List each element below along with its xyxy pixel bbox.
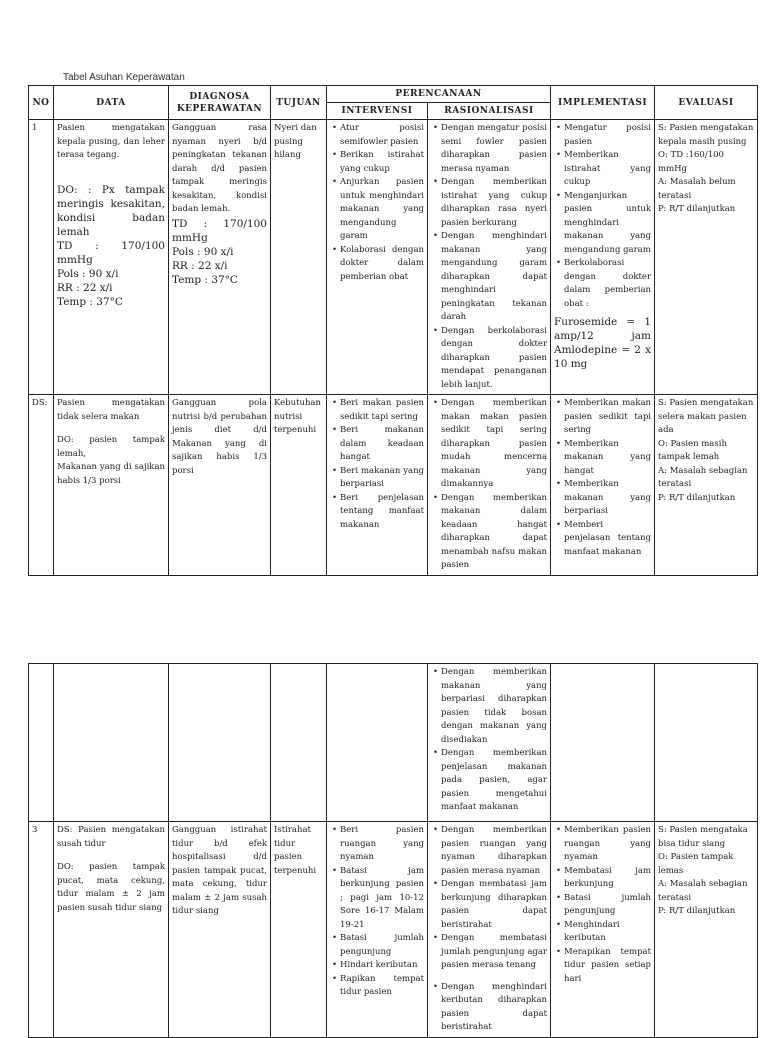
row1-do (57, 183, 165, 239)
list-item: • Memberikan makanan yang berpariasi (564, 478, 651, 519)
row1-diag-vital-temp: Temp : 37°C (172, 273, 238, 286)
header-no: NO (29, 86, 54, 120)
row2-implementasi (551, 395, 655, 576)
row3-eval-o: O: Pasien tampak lemas (658, 852, 734, 876)
row2-data (54, 395, 169, 576)
list-item: • Mengatur posisi pasien (564, 122, 651, 149)
list-item: • Menghindari keributan (564, 919, 651, 946)
list-item: • Dengan memberikan makanan dalam keadaan hangat diharapkan dapat menambah nafsu makan pasien (441, 492, 547, 573)
row1-do-text: : Px tampak meringis kesakitan, kondisi badan lemah (57, 183, 165, 238)
row1-intervensi (327, 120, 428, 395)
row1-eval-p: P: R/T dilanjutkan (658, 204, 736, 214)
row1-implementasi (551, 120, 655, 395)
list-item: • Beri makanan yang berpariasi (340, 465, 424, 492)
list-item: • Dengan mengatur posisi semi fowler pasien diharapkan pasien merasa nyaman (441, 122, 547, 176)
row3-eval-s: S: Pasien mengataka bisa tidur siang (658, 825, 748, 849)
list-item: • Beri pasien ruangan yang nyaman (340, 824, 424, 865)
list-item: • Beri penjelasan tentang manfaat makanan (340, 492, 424, 533)
header-implementasi: IMPLEMENTASI (551, 86, 655, 120)
list-item: • Berkolaborasi dengan dokter dalam pemberian obat : (564, 257, 651, 311)
row2-do-text2: Makanan yang di sajikan habis 1/3 porsi (57, 462, 165, 486)
row3-data (54, 822, 169, 1038)
row2-eval-p: P: R/T dilanjutkan (658, 492, 736, 503)
list-item: • Dengan menghindari makanan yang mengandung garam diharapkan dapat menghindari peningkatan tekanan darah (441, 230, 547, 325)
list-item: • Dengan memberikan pasien ruangan yang nyaman diharapkan pasien merasa nyaman (441, 824, 547, 878)
list-item: • Dengan memberikan makan makan pasien sedikit tapi sering diharapkan pasien mudah mencerna makanan yang dimakannya (441, 397, 547, 492)
list-item: • Anjurkan pasien untuk menghindari makanan yang mengandung garam (340, 176, 424, 244)
row1-data (54, 120, 169, 395)
list-item: • Memberikan pasien ruangan yang nyaman (564, 824, 651, 865)
row2-do-text: pasien tampak lemah, (57, 435, 166, 459)
table-row (29, 120, 758, 395)
row1-diagnosa-text: Gangguan rasa nyaman nyeri b/d peningkatan tekanan darah d/d pasien tampak meringis kesakitan, kondisi badan lemah. (172, 123, 267, 214)
header-evaluasi: EVALUASI (655, 86, 758, 120)
row3-do: DO: pasien tampak pucat, mata cekung, tidur malam ± 2 jam pasien susah tidur siang (57, 862, 165, 913)
list-item: • Dengan berkolaborasi dengan dokter diharapkan pasien mendapat penanganan lebih lanjut. (441, 325, 547, 393)
care-plan-table-page1 (28, 85, 758, 576)
row2-eval-a: A: Masalah sebagian teratasi (658, 465, 748, 489)
row3-evaluasi (655, 822, 758, 1038)
table-caption: Tabel Asuhan Keperawatan (63, 72, 185, 83)
row2cont-implementasi (551, 664, 655, 822)
row1-eval-s: S: Pasien mengatakan kepala masih pusing (658, 123, 754, 147)
row2-intervensi (327, 395, 428, 576)
list-item: • Beri makan pasien sedikit tapi sering (340, 397, 424, 424)
row1-vital-td: TD : 170/100 mmHg (57, 239, 165, 266)
row1-eval-o: O: TD :160/100 mmHg (658, 150, 724, 174)
header-intervensi: INTERVENSI (327, 103, 428, 120)
row2-ds: Pasien mengatakan tidak selera makan (57, 398, 165, 422)
list-item: • Membatasi jam berkunjung (564, 865, 651, 892)
row3-implementasi (551, 822, 655, 1038)
row1-evaluasi (655, 120, 758, 395)
list-item: • Dengan membatasi jam berkunjung diharapkan pasien dapat beristirahat (441, 878, 547, 932)
row2cont-rasionalisasi (428, 664, 551, 822)
list-item: • Memberikan istirahat yang cukup (564, 149, 651, 190)
row1-vital-temp: Temp : 37°C (57, 295, 123, 308)
list-item: • Beri makanan dalam keadaan hangat (340, 424, 424, 465)
list-item: • Rapikan tempat tidur pasien (340, 973, 424, 1000)
list-item: • Memberikan makanan yang hangat (564, 438, 651, 479)
row3-ds: DS: Pasien mengatakan susah tidur (57, 825, 165, 849)
row1-do-label: DO: (57, 183, 78, 196)
row2-eval-o: O: Pasien masih tampak lemah (658, 438, 727, 462)
row2-evaluasi (655, 395, 758, 576)
row1-diag-vital-td: TD : 170/100 mmHg (172, 217, 267, 244)
row2cont-tujuan (271, 664, 327, 822)
row2-no: DS: (29, 395, 54, 576)
list-item: • Memberi penjelasan tentang manfaat makanan (564, 519, 651, 560)
list-item: • Batasi jam berkunjung pasien ; pagi jam 10-12 Sore 16-17 Malam 19-21 (340, 865, 424, 933)
list-item: • Dengan memberikan penjelasan makanan pada pasien, agar pasien mengetahui manfaat makanan (441, 747, 547, 815)
row1-vital-pols: Pols : 90 x/i (57, 267, 119, 280)
list-item: • Atur posisi semifowler pasien (340, 122, 424, 149)
row2-do-label: DO: (57, 435, 74, 445)
row1-diag-vital-pols: Pols : 90 x/i (172, 245, 234, 258)
row2cont-data (54, 664, 169, 822)
header-data: DATA (54, 86, 169, 120)
list-item: • Hindari keributan (340, 959, 424, 973)
list-item: • Dengan membatasi jumlah pengunjung agar pasien merasa tenang (441, 932, 547, 973)
row1-rasionalisasi (428, 120, 551, 395)
row2cont-diagnosa (169, 664, 271, 822)
row3-rasionalisasi (428, 822, 551, 1038)
header-diagnosa: DIAGNOSA KEPERAWATAN (169, 86, 271, 120)
table-row (29, 664, 758, 822)
list-item: • Memberikan makan pasien sedikit tapi sering (564, 397, 651, 438)
row3-intervensi (327, 822, 428, 1038)
row1-tujuan: Nyeri dan pusing hilang (271, 120, 327, 395)
row2-diagnosa: Gangguan pola nutrisi b/d perubahan jenis diet d/d Makanan yang di sajikan habis 1/3 porsi (169, 395, 271, 576)
list-item: • Dengan memberikan istirahat yang cukup diharapkan rasa nyeri pasien berkurang (441, 176, 547, 230)
row2-do (57, 434, 165, 461)
row2-tujuan: Kebutuhan nutrisi terpenuhi (271, 395, 327, 576)
list-item: • Dengan menghindari keributan diharapkan pasien dapat beristirahat (441, 981, 547, 1035)
row3-no: 3 (29, 822, 54, 1038)
list-item: • Merapikan tempat tidur pasien setiap hari (564, 946, 651, 987)
list-item: • Batasi jumlah pengunjung (564, 892, 651, 919)
row2cont-no (29, 664, 54, 822)
row1-diagnosa (169, 120, 271, 395)
row3-eval-a: A: Masalah sebagian teratasi (658, 879, 748, 903)
row3-diagnosa: Gangguan istirahat tidur b/d efek hospitalisasi d/d pasien tampak pucat, mata cekung, tidur malam ± 2 jam susah tidur siang (169, 822, 271, 1038)
row1-obat: Furosemide = 1 amp/12 jam Amlodepine = 2 x 10 mg (554, 316, 652, 370)
header-rasionalisasi: RASIONALISASI (428, 103, 551, 120)
list-item: • Berikan istirahat yang cukup (340, 149, 424, 176)
table-row (29, 822, 758, 1038)
list-item: • Menganjurkan pasien untuk menghindari makanan yang mengandung garam (564, 190, 651, 258)
row3-tujuan: Istirahat tidur pasien terpenuhi (271, 822, 327, 1038)
row1-eval-a: A: Masalah belum teratasi (658, 177, 736, 201)
row2-eval-s: S: Pasien mengatakan selera makan pasien ada (658, 398, 754, 435)
header-perencanaan: PERENCANAAN (327, 86, 551, 103)
row2-rasionalisasi (428, 395, 551, 576)
table-row (29, 395, 758, 576)
list-item: • Kolaborasi dengan dokter dalam pemberian obat (340, 244, 424, 285)
header-tujuan: TUJUAN (271, 86, 327, 120)
row3-eval-p: P: R/T dilanjutkan (658, 906, 736, 916)
care-plan-table-page2 (28, 663, 758, 1038)
row2cont-intervensi (327, 664, 428, 822)
row1-diag-vital-rr: RR : 22 x/i (172, 259, 228, 272)
row1-no: 1 (29, 120, 54, 395)
list-item: • Batasi jumlah pengunjung (340, 932, 424, 959)
row1-vital-rr: RR : 22 x/i (57, 281, 113, 294)
row1-ds: Pasien mengatakan kepala pusing, dan leher terasa tegang. (57, 123, 165, 160)
row2cont-evaluasi (655, 664, 758, 822)
list-item: • Dengan memberikan makanan yang berpariasi diharapkan pasien tidak bosan dengan makanan yang disediakan (441, 666, 547, 747)
